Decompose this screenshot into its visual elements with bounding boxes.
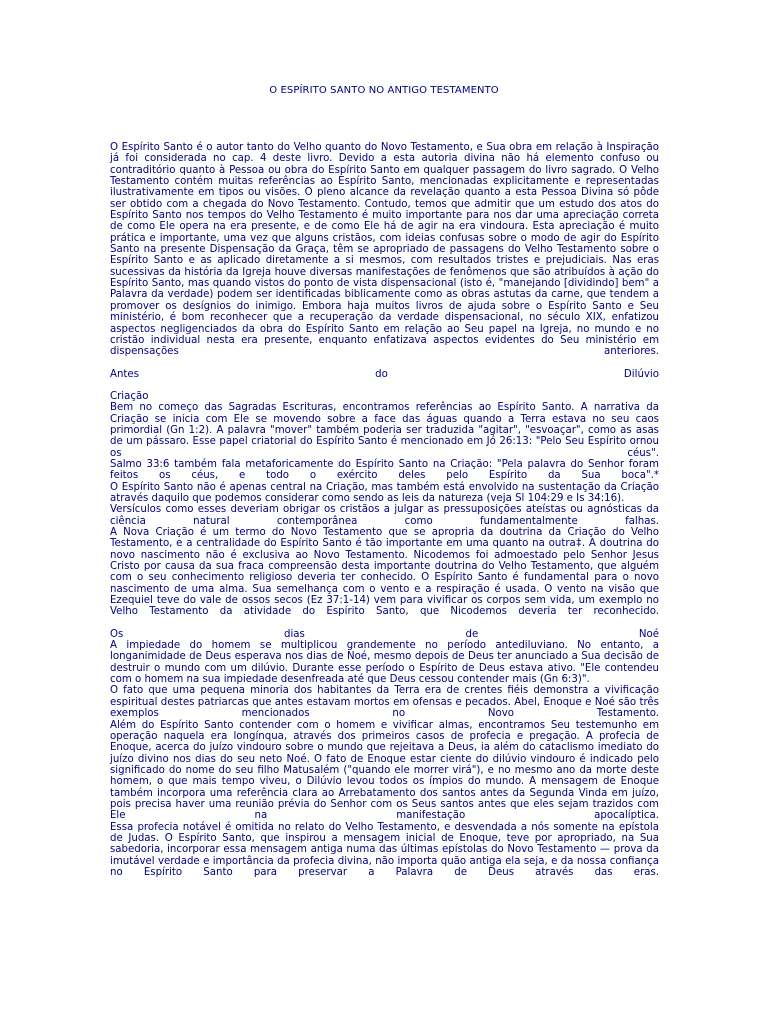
- noe-paragraph-4: Essa profecia notável é omitida no relato do Velho Testamento, e desvendada a nós somente na epístola de Judas. O Espírito Santo, que inspirou a mensagem inicial de Enoque, teve por apropriado, na Sua sabedoria, incorporar essa mensagem antiga numa das últimas epístolas do Novo Testamento — prova da imutável verdade e importância da profecia divina, não importa quão antiga ela seja, e da nossa confiança no Espírito Santo para preservar a Palavra de Deus através das eras.: [110, 821, 659, 878]
- noe-paragraph-2: O fato que uma pequena minoria dos habitantes da Terra era de crentes fiéis demonstra a vivificação espiritual destes patriarcas que antes estavam mortos em ofensas e pecados. Abel, Enoque e Noé são três exemplos mencionados no Novo Testamento.: [110, 685, 659, 720]
- noe-paragraph-1: A impiedade do homem se multiplicou grandemente no período antediluviano. No entanto, a longanimidade de Deus esperava nos dias de Noé, mesmo depois de Deus ter anunciado a Sua decisão de destruir o mundo com um dilúvio. Durante esse período o Espírito de Deus estava ativo. "Ele contendeu com o homem na sua impiedade desenfreada até que Deus cessou contender mais (Gn 6:3)".: [110, 640, 659, 686]
- noe-paragraph-3: Além do Espírito Santo contender com o homem e vivificar almas, encontramos Seu testemunho em operação naquela era longínqua, através dos primeiros casos de profecia e pregação. A profecia de Enoque, acerca do juízo vindouro sobre o mundo que rejeitava a Deus, ia além do cataclismo imediato do juízo divino nos dias do seu neto Noé. O fato de Enoque estar ciente do dilúvio vindouro é indicado pelo significado do nome do seu filho Matusalém ("quando ele morrer virá"), e no mesmo ano da morte deste homem, o que mais tempo viveu, o Dilúvio levou todos os ímpios do mundo. A mensagem de Enoque também incorpora uma referência clara ao Arrebatamento dos santos antes da Segunda Vinda em juízo, pois precisa haver uma reunião prévia do Senhor com os Seus santos antes que eles sejam trazidos com Ele na manifestação apocalíptica.: [110, 719, 659, 822]
- intro-paragraph: O Espírito Santo é o autor tanto do Velho quanto do Novo Testamento, e Sua obra em relação à Inspiração já foi considerada no cap. 4 deste livro. Devido a esta autoria divina não há elemento confuso ou contraditório quanto à Pessoa ou obra do Espírito Santo em qualquer passagem do livro sagrado. O Velho Testamento contém muitas referências ao Espírito Santo, mencionadas explicitamente e representadas ilustrativamente em tipos ou visões. O pleno alcance da revelação quanto a esta Pessoa Divina só pôde ser obtido com a chegada do Novo Testamento. Contudo, temos que admitir que um estudo dos atos do Espírito Santo nos tempos do Velho Testamento é muito importante para nos dar uma apreciação correta de como Ele opera na era presente, e de como Ele há de agir na era vindoura. Esta apreciação é muito prática e importante, uma vez que alguns cristãos, com ideias confusas sobre o modo de agir do Espírito Santo na presente Dispensação da Graça, têm se apropriado de passagens do Velho Testamento sobre o Espírito Santo e as aplicado diretamente a si mesmos, com resultados tristes e prejudiciais. Nas eras sucessivas da história da Igreja houve diversas manifestações de fenômenos que são atribuídos à ação do Espírito Santo, mas quando vistos do ponto de vista dispensacional (isto é, "manejando [dividindo] bem" a Palavra da verdade) podem ser identificadas biblicamente como as obras astutas da carne, que tendem a promover os desígnios do inimigo. Embora haja muitos livros de ajuda sobre o Espírito Santo e Seu ministério, é bom reconhecer que a recuperação da verdade dispensacional, no século XIX, enfatizou aspectos negligenciados da obra do Espírito Santo em relação ao Seu papel na Igreja, no mundo e no cristão individual nesta era presente, enquanto enfatizava aspectos evidentes do Seu ministério em dispensações anteriores.: [110, 142, 659, 358]
- criacao-paragraph-2: Salmo 33:6 também fala metaforicamente do Espírito Santo na Criação: "Pela palavra do Senhor foram feitos os céus, e todo o exército deles pelo Espírito da Sua boca".*: [110, 458, 659, 482]
- section-heading-antes-do-diluvio: Antes do Dilúvio: [110, 368, 659, 380]
- criacao-paragraph-1: Bem no começo das Sagradas Escrituras, encontramos referências ao Espírito Santo. A narrativa da Criação se inicia com Ele se movendo sobre a face das águas quando a Terra estava no seu caos primordial (Gn 1:2). A palavra "mover" também poderia ser traduzida "agitar", "esvoaçar", como as asas de um pássaro. Esse papel criatorial do Espírito Santo é mencionado em Jó 26:13: "Pelo Seu Espírito ornou os céus".: [110, 402, 659, 459]
- page-title: O ESPÍRITO SANTO NO ANTIGO TESTAMENTO: [269, 85, 499, 96]
- document-body: [110, 142, 659, 878]
- subsection-heading-criacao: Criação: [110, 390, 149, 402]
- spacer: [110, 618, 659, 629]
- section-heading-os-dias-de-noe: Os dias de Noé: [110, 628, 659, 640]
- criacao-paragraph-3: O Espírito Santo não é apenas central na Criação, mas também está envolvido na sustentação da Criação através daquilo que podemos considerar como sendo as leis da natureza (veja Sl 104:29 e Is 34:16).: [110, 481, 659, 504]
- spacer: [110, 380, 659, 391]
- criacao-paragraph-5: A Nova Criação é um termo do Novo Testamento que se apropria da doutrina da Criação do Velho Testamento, e a centralidade do Espírito Santo é tão importante em uma quanto na outra‡. A doutrina do novo nascimento não é exclusiva ao Novo Testamento. Nicodemos foi admoestado pelo Senhor Jesus Cristo por causa da sua fraca compreensão desta importante doutrina do Velho Testamento, que alguém com o seu conhecimento religioso deveria ter conhecido. O Espírito Santo é fundamental para o novo nascimento de uma alma. Sua semelhança com o vento e a respiração é usada. O vento na visão que Ezequiel teve do vale de ossos secos (Ez 37:1-14) vem para vivificar os corpos sem vida, um exemplo no Velho Testamento da atividade do Espírito Santo, que Nicodemos deveria ter reconhecido.: [110, 527, 659, 618]
- spacer: [110, 358, 659, 369]
- criacao-paragraph-4: Versículos como esses deveriam obrigar os cristãos a julgar as pressuposições ateístas ou agnósticas da ciência natural contemporânea como fundamentalmente falhas.: [110, 504, 659, 527]
